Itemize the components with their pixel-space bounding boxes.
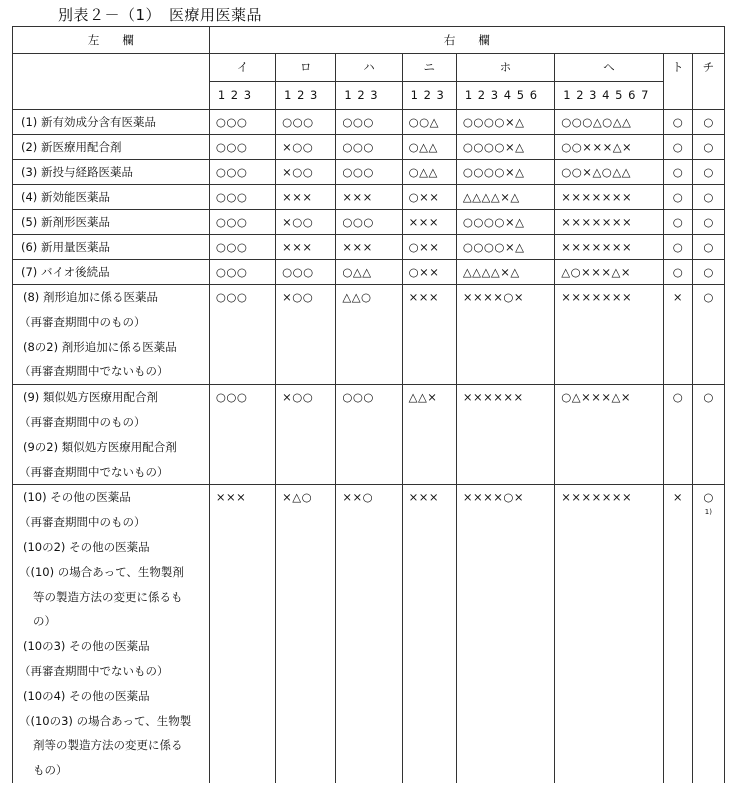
cell-value: ○○○	[209, 160, 275, 185]
cell-value: ○○○	[209, 210, 275, 235]
cell-value: ×××××××	[555, 235, 663, 260]
cell-value: ○○○	[336, 110, 402, 135]
page-title: 別表２－（1） 医療用医薬品	[58, 6, 263, 24]
cell-value: ○	[692, 160, 724, 185]
cell-value: ○○○	[209, 185, 275, 210]
row-label-group-9: (9) 類似処方医療用配合剤 （再審査期間中のもの） (9の2) 類似処方医療用配合剤 （再審査期間中でないもの）	[13, 385, 210, 485]
table-row-group-9	[13, 385, 725, 485]
drug-table	[12, 26, 725, 783]
cell-value: ○	[692, 135, 724, 160]
cell-value: △○×××△×	[555, 260, 663, 285]
cell-value: ×	[663, 285, 692, 385]
cell-value: ○△△	[336, 260, 402, 285]
cell-value: ○	[692, 385, 724, 485]
cell-value: ○	[663, 185, 692, 210]
cell-value: ○○○△○△△	[555, 110, 663, 135]
row-label: (6) 新用量医薬品	[13, 235, 210, 260]
col-header-ro: ロ 1 2 3	[276, 54, 336, 110]
header-row-main	[13, 27, 725, 54]
col-header-ha: ハ 1 2 3	[336, 54, 402, 110]
cell-value: ○	[663, 385, 692, 485]
cell-value: ○××	[402, 185, 456, 210]
header-row-sub	[13, 54, 725, 110]
right-column-header: 右 欄	[209, 27, 724, 54]
cell-value: ×××××××	[555, 210, 663, 235]
cell-value: ○	[692, 285, 724, 385]
left-header-blank	[13, 54, 210, 110]
cell-value: ○	[663, 160, 692, 185]
cell-value: ×	[663, 485, 692, 783]
cell-value: ××○	[336, 485, 402, 783]
row-label-group-8: (8) 剤形追加に係る医薬品 （再審査期間中のもの） (8の2) 剤形追加に係る医薬品 （再審査期間中でないもの）	[13, 285, 210, 385]
cell-value: △△○	[336, 285, 402, 385]
row-label-group-10: (10) その他の医薬品 （再審査期間中のもの） (10の2) その他の医薬品 （(10) の場合あって、生物製剤 等の製造方法の変更に係るも の） (10の3) その他の医薬品 （再審査期間中でないもの） (10の4) その他の医薬品 （(10の3) の場合あって、生物製 剤等の製造方法の変更に係る もの）	[13, 485, 210, 783]
table-row	[13, 135, 725, 160]
row-label: (7) バイオ後続品	[13, 260, 210, 285]
cell-value: ×××	[209, 485, 275, 783]
table-row	[13, 160, 725, 185]
cell-value: ○○○	[336, 385, 402, 485]
table-row-group-8	[13, 285, 725, 385]
cell-value: ○	[692, 260, 724, 285]
cell-value: ○○○	[209, 260, 275, 285]
cell-value: ○○○	[209, 285, 275, 385]
cell-value: ○	[692, 185, 724, 210]
col-header-chi: チ	[692, 54, 724, 110]
cell-value: ○	[663, 235, 692, 260]
cell-value: ○○△	[402, 110, 456, 135]
cell-value: ○○○○×△	[456, 135, 554, 160]
cell-value: ○○○	[209, 235, 275, 260]
cell-value: ○○○○×△	[456, 235, 554, 260]
cell-value: ×××	[276, 185, 336, 210]
left-column-header: 左 欄	[13, 27, 210, 54]
cell-value: ○○○	[336, 210, 402, 235]
cell-value: ○○○	[276, 260, 336, 285]
cell-value: ○○○○×△	[456, 210, 554, 235]
cell-value: ○××	[402, 235, 456, 260]
cell-value: ○○○	[336, 135, 402, 160]
cell-value: ○	[663, 210, 692, 235]
cell-value: △△×	[402, 385, 456, 485]
cell-value: ○	[663, 110, 692, 135]
cell-value: ××××○×	[456, 485, 554, 783]
table-row-group-10	[13, 485, 725, 783]
cell-value: ○○○○×△	[456, 160, 554, 185]
cell-value: ○	[692, 210, 724, 235]
cell-value: ○△△	[402, 160, 456, 185]
cell-value: ×××	[402, 285, 456, 385]
cell-value: ×○○	[276, 160, 336, 185]
cell-value: ×××××××	[555, 485, 663, 783]
cell-value: ×××	[276, 235, 336, 260]
col-header-he: へ 1 2 3 4 5 6 7	[555, 54, 663, 110]
cell-value: △△△△×△	[456, 185, 554, 210]
table-row	[13, 260, 725, 285]
col-header-i: イ 1 2 3	[209, 54, 275, 110]
row-label: (2) 新医療用配合剤	[13, 135, 210, 160]
col-header-ni: ニ 1 2 3	[402, 54, 456, 110]
row-label: (1) 新有効成分含有医薬品	[13, 110, 210, 135]
cell-value: ×○○	[276, 285, 336, 385]
cell-value: ○	[692, 235, 724, 260]
table-row	[13, 185, 725, 210]
cell-value: ○○○	[209, 385, 275, 485]
row-label: (3) 新投与経路医薬品	[13, 160, 210, 185]
cell-value: ×××××××	[555, 285, 663, 385]
cell-value: ○	[663, 260, 692, 285]
cell-value: ×○○	[276, 210, 336, 235]
cell-value: ×××	[336, 235, 402, 260]
cell-value: ○○×××△×	[555, 135, 663, 160]
cell-value: ×○○	[276, 385, 336, 485]
cell-value: ××××××	[456, 385, 554, 485]
row-label: (4) 新効能医薬品	[13, 185, 210, 210]
table-row	[13, 235, 725, 260]
cell-value: ○△×××△×	[555, 385, 663, 485]
cell-value: ○○○	[336, 160, 402, 185]
cell-value: ×××	[336, 185, 402, 210]
row-label: (5) 新剤形医薬品	[13, 210, 210, 235]
cell-value: ××××○×	[456, 285, 554, 385]
cell-value: ×××	[402, 485, 456, 783]
table-row	[13, 210, 725, 235]
col-header-to: ト	[663, 54, 692, 110]
cell-value: ×○○	[276, 135, 336, 160]
cell-value: ○○○	[209, 110, 275, 135]
cell-value: ○	[692, 110, 724, 135]
cell-value: ×××	[402, 210, 456, 235]
cell-value: △△△△×△	[456, 260, 554, 285]
cell-value: ×××××××	[555, 185, 663, 210]
cell-value: ○△△	[402, 135, 456, 160]
cell-value: ○××	[402, 260, 456, 285]
cell-value: ×△○	[276, 485, 336, 783]
cell-value: ○○○○×△	[456, 110, 554, 135]
cell-value: ○ 1)	[692, 485, 724, 783]
cell-value: ○○×△○△△	[555, 160, 663, 185]
table-row	[13, 110, 725, 135]
cell-value: ○○○	[276, 110, 336, 135]
footnote-marker: 1)	[704, 508, 712, 517]
cell-value: ○	[663, 135, 692, 160]
col-header-ho: ホ 1 2 3 4 5 6	[456, 54, 554, 110]
cell-value: ○○○	[209, 135, 275, 160]
